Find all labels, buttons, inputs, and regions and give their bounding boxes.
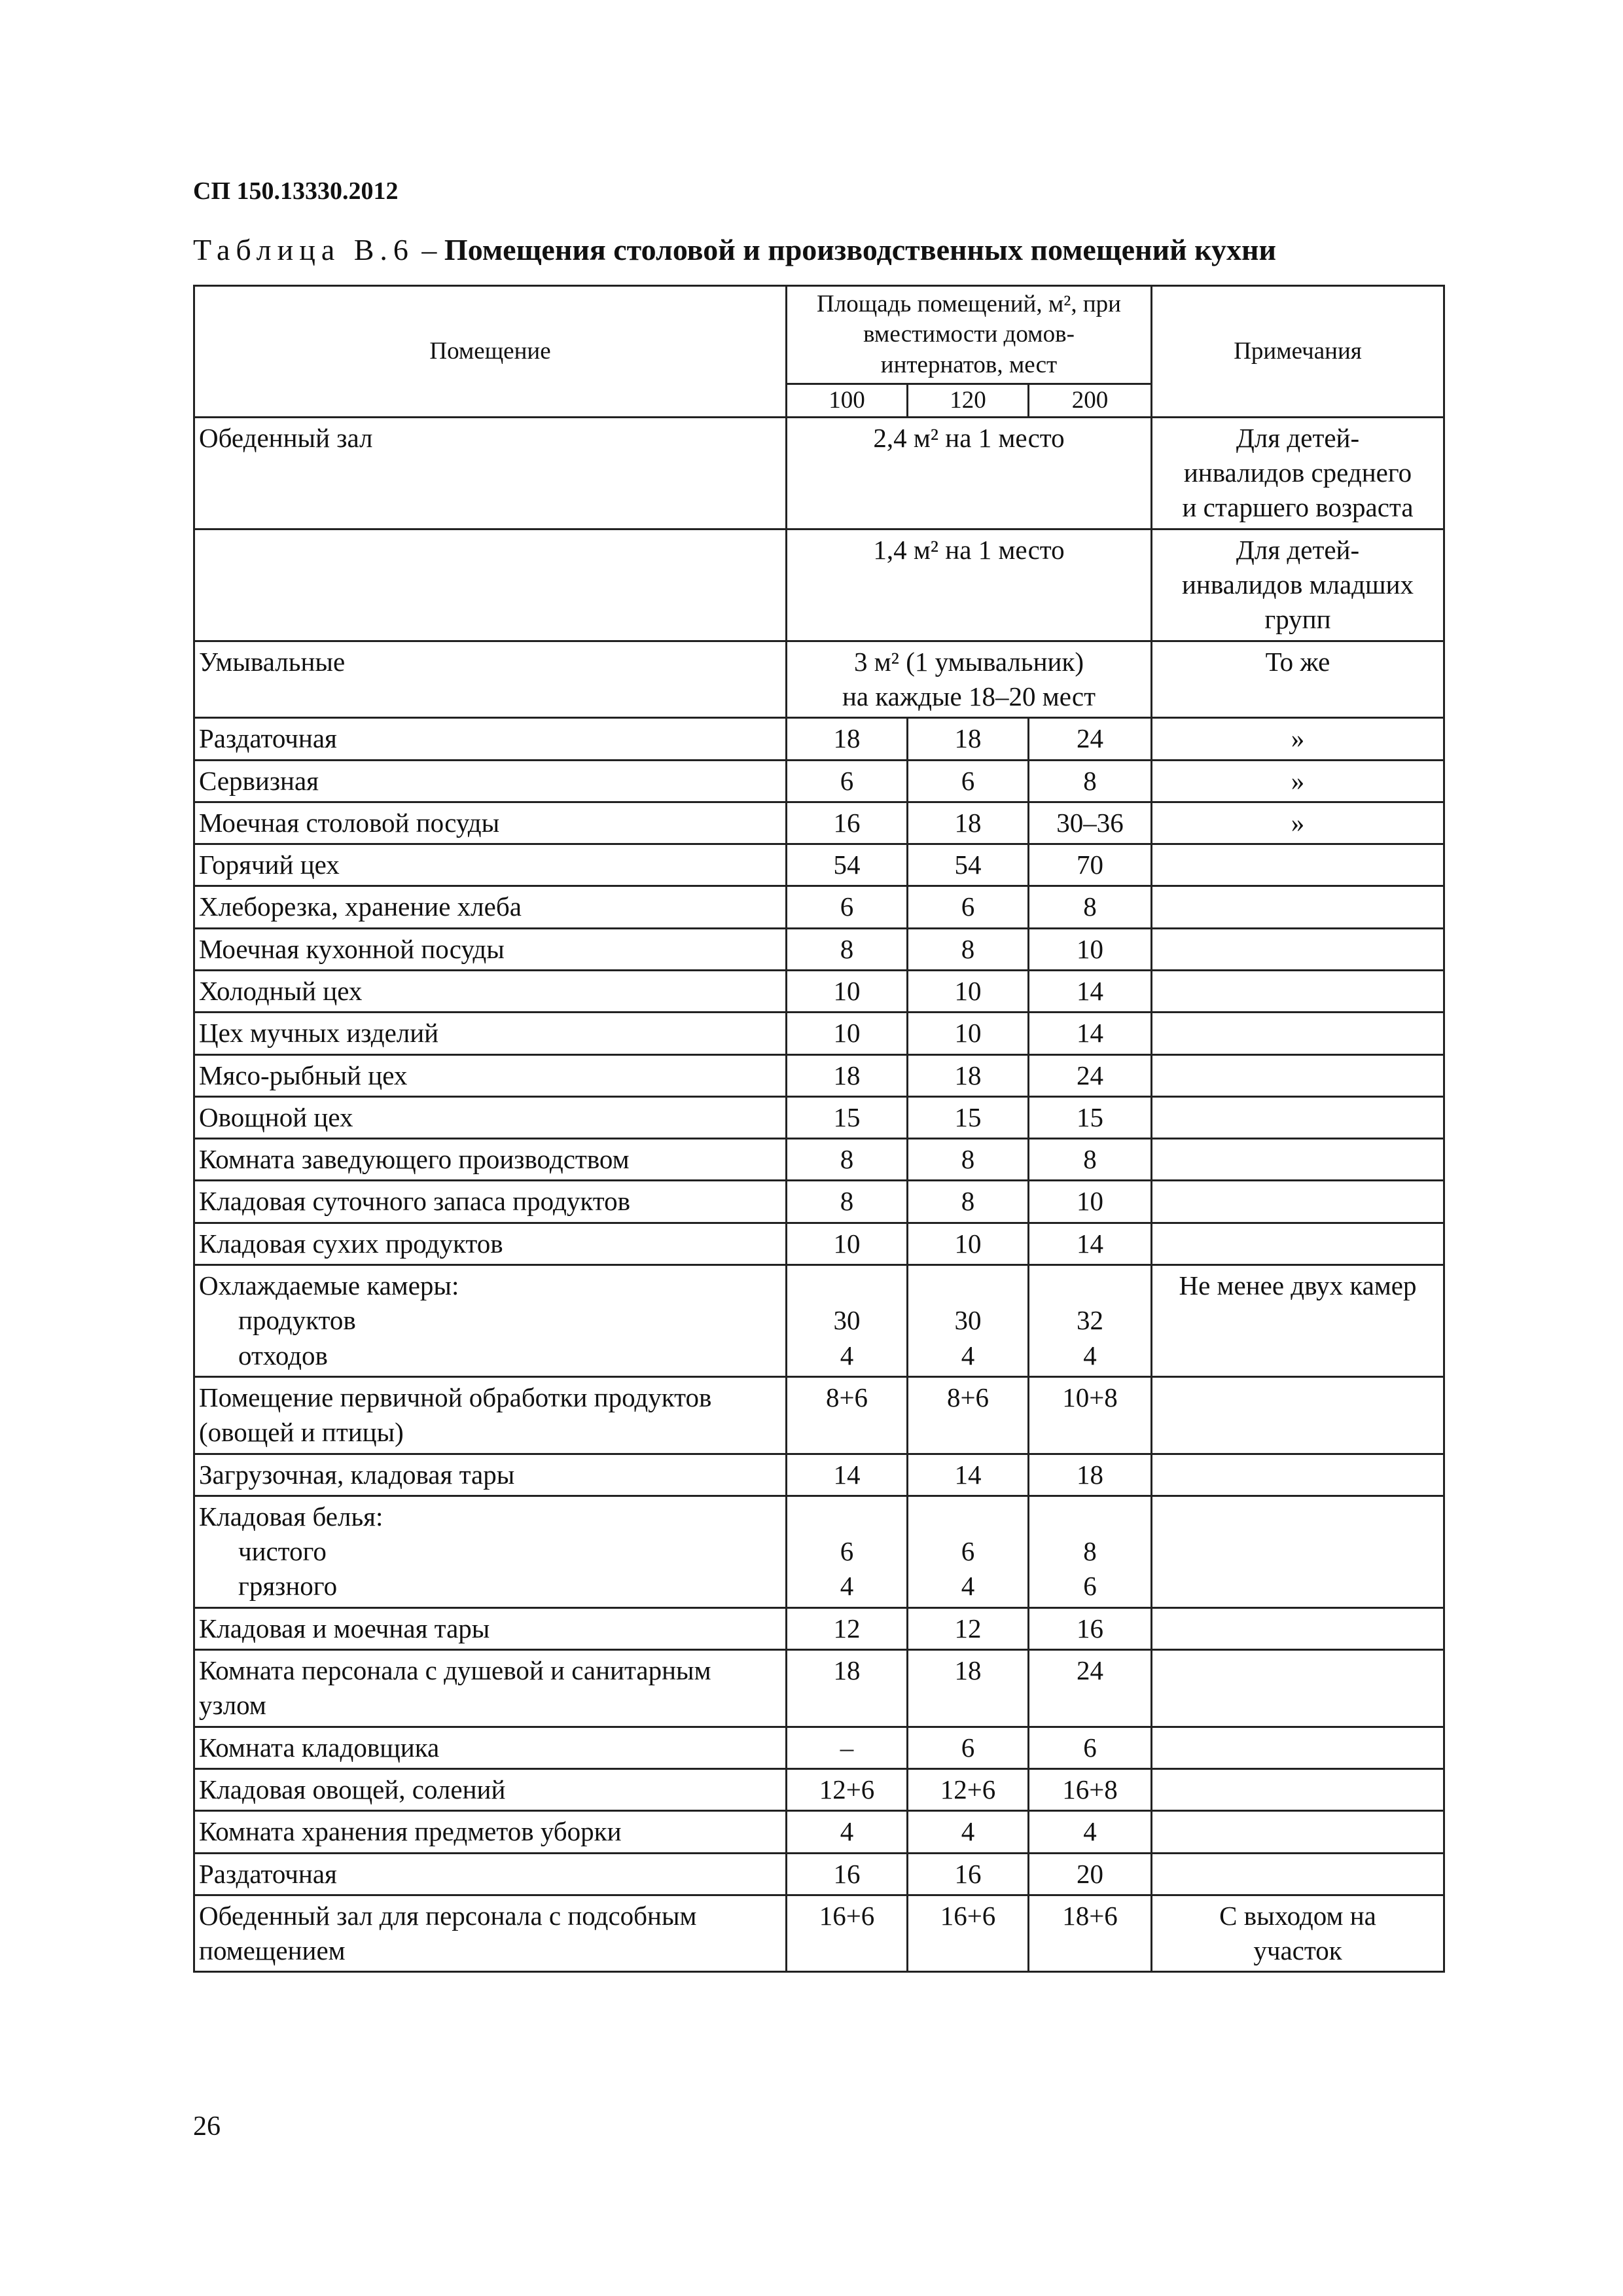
area-100: 16	[787, 802, 908, 844]
area-200: 18	[1029, 1454, 1152, 1496]
area-line: 3 м² (1 умывальник)	[853, 646, 1084, 677]
area-200: 8	[1029, 1139, 1152, 1181]
note	[1152, 1139, 1444, 1181]
area-subvalue: 30	[833, 1305, 861, 1336]
area-120: 54	[908, 844, 1029, 886]
area-120: 16	[908, 1853, 1029, 1895]
room-subitem: грязного	[238, 1571, 338, 1602]
area-100: 18	[787, 718, 908, 760]
room-name: Комната заведующего производством	[194, 1139, 787, 1181]
note	[1152, 844, 1444, 886]
area-120: 6	[908, 1727, 1029, 1768]
table-row	[194, 886, 1444, 928]
area-200: 30–36	[1029, 802, 1152, 844]
note	[1152, 417, 1444, 529]
room-name: Обеденный зал	[194, 417, 787, 529]
table-row	[194, 1853, 1444, 1895]
room-name: Комната кладовщика	[194, 1727, 787, 1768]
note: То же	[1152, 641, 1444, 718]
area-100: 12	[787, 1607, 908, 1649]
area-100: 12+6	[787, 1768, 908, 1810]
room-name: Умывальные	[194, 641, 787, 718]
table-row	[194, 1811, 1444, 1853]
room-name: Овощной цех	[194, 1096, 787, 1138]
area-subvalue: 32	[1077, 1305, 1103, 1336]
area-120: 18	[908, 718, 1029, 760]
area-100: 10	[787, 1013, 908, 1054]
note	[1152, 1727, 1444, 1768]
room-name: Кладовая суточного запаса продуктов	[194, 1181, 787, 1223]
note: »	[1152, 760, 1444, 802]
note	[1152, 1895, 1444, 1972]
room-name: Комната хранения предметов уборки	[194, 1811, 787, 1853]
area-subvalue: 8	[1083, 1536, 1097, 1567]
area-200: 18+6	[1029, 1895, 1152, 1972]
table-row	[194, 1376, 1444, 1454]
area-200: 6	[1029, 1727, 1152, 1768]
area-200: 8	[1029, 760, 1152, 802]
area-200: 10	[1029, 928, 1152, 970]
note	[1152, 1768, 1444, 1810]
room-name: Мясо-рыбный цех	[194, 1054, 787, 1096]
room-subitem: отходов	[238, 1340, 328, 1371]
area-120: 6	[908, 760, 1029, 802]
header-capacity-100: 100	[787, 384, 908, 417]
area-120: 12	[908, 1607, 1029, 1649]
area-120: 10	[908, 1223, 1029, 1265]
header-notes: Примечания	[1152, 286, 1444, 418]
area-200: 24	[1029, 718, 1152, 760]
area-subvalue: 6	[1083, 1571, 1097, 1602]
rooms-table	[193, 285, 1445, 1973]
room-name: Раздаточная	[194, 1853, 787, 1895]
area-200	[1029, 1265, 1152, 1377]
note	[1152, 1376, 1444, 1454]
area-120: 16+6	[908, 1895, 1029, 1972]
area-subvalue: 4	[840, 1571, 854, 1602]
area-120: 12+6	[908, 1768, 1029, 1810]
area-200: 4	[1029, 1811, 1152, 1853]
note	[1152, 928, 1444, 970]
table-row	[194, 1265, 1444, 1377]
table-row	[194, 844, 1444, 886]
area-100	[787, 1496, 908, 1607]
table-row	[194, 1650, 1444, 1727]
room-subitem: продуктов	[238, 1305, 356, 1336]
room-name: Моечная кухонной посуды	[194, 928, 787, 970]
note	[1152, 1181, 1444, 1223]
area-120: 18	[908, 1054, 1029, 1096]
room-name: Обеденный зал для персонала с подсобным помещением	[194, 1895, 787, 1972]
area-subvalue: 6	[961, 1536, 975, 1567]
header-area-line: Площадь помещений, м², при	[817, 291, 1121, 317]
room-name: Загрузочная, кладовая тары	[194, 1454, 787, 1496]
area-line: на каждые 18–20 мест	[842, 681, 1096, 711]
room-name: Помещение первичной обработки продуктов (овощей и птицы)	[194, 1376, 787, 1454]
area-100	[787, 1265, 908, 1377]
note-line: инвалидов среднего	[1183, 457, 1412, 488]
note	[1152, 1054, 1444, 1096]
area-200: 24	[1029, 1054, 1152, 1096]
note-line: групп	[1264, 604, 1331, 635]
area-200: 10+8	[1029, 1376, 1152, 1454]
note	[1152, 1811, 1444, 1853]
note-line: Для детей-	[1236, 534, 1360, 565]
note	[1152, 971, 1444, 1013]
table-row	[194, 1768, 1444, 1810]
room-group-label: Охлаждаемые камеры:	[199, 1270, 459, 1301]
table-row	[194, 802, 1444, 844]
table-row	[194, 1181, 1444, 1223]
table-row	[194, 1096, 1444, 1138]
area-200: 20	[1029, 1853, 1152, 1895]
note	[1152, 1607, 1444, 1649]
area-120: 8	[908, 1139, 1029, 1181]
area-120: 18	[908, 802, 1029, 844]
area-value: 2,4 м² на 1 место	[787, 417, 1152, 529]
header-area	[787, 286, 1152, 384]
table-dash: –	[414, 233, 444, 266]
area-200	[1029, 1496, 1152, 1607]
room-name: Моечная столовой посуды	[194, 802, 787, 844]
area-100: 18	[787, 1054, 908, 1096]
table-row	[194, 529, 1444, 641]
area-200: 24	[1029, 1650, 1152, 1727]
area-120: 18	[908, 1650, 1029, 1727]
note: Не менее двух камер	[1152, 1265, 1444, 1377]
room-group-label: Кладовая белья:	[199, 1501, 383, 1532]
area-100: 16	[787, 1853, 908, 1895]
note	[1152, 1223, 1444, 1265]
table-title-text: Помещения столовой и производственных помещений кухни	[444, 233, 1276, 266]
area-120: 10	[908, 971, 1029, 1013]
table-row	[194, 718, 1444, 760]
area-100: 8+6	[787, 1376, 908, 1454]
area-120: 8+6	[908, 1376, 1029, 1454]
header-capacity-120: 120	[908, 384, 1029, 417]
table-row	[194, 1454, 1444, 1496]
area-200: 14	[1029, 1013, 1152, 1054]
area-100: 4	[787, 1811, 908, 1853]
room-name: Комната персонала с душевой и санитарным узлом	[194, 1650, 787, 1727]
area-value: 1,4 м² на 1 место	[787, 529, 1152, 641]
room-name: Кладовая и моечная тары	[194, 1607, 787, 1649]
area-100: 18	[787, 1650, 908, 1727]
room-name: Хлеборезка, хранение хлеба	[194, 886, 787, 928]
area-subvalue: 6	[840, 1536, 854, 1567]
room-name: Цех мучных изделий	[194, 1013, 787, 1054]
area-100: 10	[787, 971, 908, 1013]
note	[1152, 1853, 1444, 1895]
table-row	[194, 1607, 1444, 1649]
area-200: 16	[1029, 1607, 1152, 1649]
area-100: 8	[787, 1139, 908, 1181]
note-line: инвалидов младших	[1181, 569, 1414, 600]
area-100: 8	[787, 1181, 908, 1223]
area-100: 16+6	[787, 1895, 908, 1972]
room-name: Кладовая сухих продуктов	[194, 1223, 787, 1265]
area-200: 15	[1029, 1096, 1152, 1138]
room-name	[194, 1496, 787, 1607]
note: »	[1152, 802, 1444, 844]
note	[1152, 529, 1444, 641]
area-subvalue: 4	[840, 1340, 854, 1371]
note	[1152, 1096, 1444, 1138]
table-row	[194, 1895, 1444, 1972]
table-row	[194, 641, 1444, 718]
table-label: Таблица В.6	[193, 233, 414, 266]
area-200: 8	[1029, 886, 1152, 928]
table-row	[194, 760, 1444, 802]
header-room: Помещение	[194, 286, 787, 418]
header-area-line: интернатов, мест	[880, 351, 1058, 378]
header-capacity-200: 200	[1029, 384, 1152, 417]
room-name: Горячий цех	[194, 844, 787, 886]
table-row	[194, 1727, 1444, 1768]
note-line: С выходом на	[1219, 1900, 1376, 1931]
area-200: 16+8	[1029, 1768, 1152, 1810]
note-line: Для детей-	[1236, 422, 1360, 453]
area-120: 14	[908, 1454, 1029, 1496]
area-120	[908, 1496, 1029, 1607]
table-row	[194, 1013, 1444, 1054]
note	[1152, 1454, 1444, 1496]
table-row	[194, 1054, 1444, 1096]
area-120: 8	[908, 1181, 1029, 1223]
area-100: 54	[787, 844, 908, 886]
area-200: 14	[1029, 971, 1152, 1013]
note	[1152, 886, 1444, 928]
area-subvalue: 4	[961, 1340, 975, 1371]
table-row	[194, 1223, 1444, 1265]
table-row	[194, 971, 1444, 1013]
note	[1152, 1013, 1444, 1054]
area-120: 4	[908, 1811, 1029, 1853]
note-line: и старшего возраста	[1182, 492, 1414, 523]
note: »	[1152, 718, 1444, 760]
room-name: Холодный цех	[194, 971, 787, 1013]
table-row	[194, 1139, 1444, 1181]
area-200: 14	[1029, 1223, 1152, 1265]
room-name: Раздаточная	[194, 718, 787, 760]
area-120: 10	[908, 1013, 1029, 1054]
room-name: Кладовая овощей, солений	[194, 1768, 787, 1810]
area-100: 10	[787, 1223, 908, 1265]
page-number: 26	[193, 2111, 221, 2142]
area-100: 14	[787, 1454, 908, 1496]
area-100: 15	[787, 1096, 908, 1138]
room-name	[194, 529, 787, 641]
table-row	[194, 1496, 1444, 1607]
header-area-line: вместимости домов-	[863, 321, 1075, 348]
area-100: 8	[787, 928, 908, 970]
area-100: 6	[787, 886, 908, 928]
document-code: СП 150.13330.2012	[193, 177, 399, 205]
area-100: –	[787, 1727, 908, 1768]
table-title	[193, 232, 1276, 267]
area-200: 10	[1029, 1181, 1152, 1223]
area-subvalue: 4	[1083, 1340, 1097, 1371]
area-120: 8	[908, 928, 1029, 970]
area-120: 6	[908, 886, 1029, 928]
area-120: 15	[908, 1096, 1029, 1138]
table-row	[194, 928, 1444, 970]
area-100: 6	[787, 760, 908, 802]
room-subitem: чистого	[238, 1536, 327, 1567]
area-120	[908, 1265, 1029, 1377]
area-200: 70	[1029, 844, 1152, 886]
note	[1152, 1496, 1444, 1607]
area-subvalue: 30	[954, 1305, 982, 1336]
note-line: участок	[1253, 1935, 1342, 1966]
room-name	[194, 1265, 787, 1377]
header-row	[194, 286, 1444, 384]
table-row	[194, 417, 1444, 529]
area-subvalue: 4	[961, 1571, 975, 1602]
area-value	[787, 641, 1152, 718]
room-name: Сервизная	[194, 760, 787, 802]
note	[1152, 1650, 1444, 1727]
